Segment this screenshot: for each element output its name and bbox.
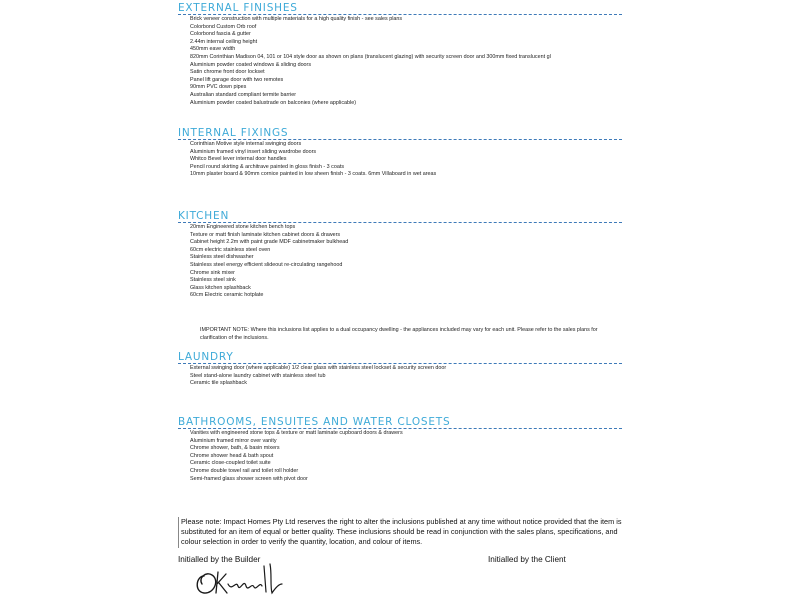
item-list [190, 16, 622, 107]
list-item: - Brick veneer construction with multiple materials for a high quality finish - see sales plans [190, 16, 622, 24]
list-item: - Ceramic tile splashback [190, 380, 622, 388]
list-item: - Aluminium framed vinyl insert sliding wardrobe doors [190, 149, 622, 157]
builder-signature [190, 562, 300, 598]
list-item: - Cabinet height 2.2m with paint grade MDF cabinetmaker bulkhead [190, 239, 622, 247]
list-item: - Semi-framed glass shower screen with pivot door [190, 476, 622, 484]
disclaimer-text: Please note: Impact Homes Pty Ltd reserves the right to alter the inclusions published at any time without notice provided that the item is substituted for an item of equal or better quality. These inclusions should be read in conjunction with the sales plans, specifications, and colour selection in order to verify the quantity, location, and colour of items. [178, 517, 627, 548]
list-item: - 60cm Electric ceramic hotplate [190, 292, 622, 300]
list-item: - External swinging door (where applicable) 1/2 clear glass with stainless steel lockset & security screen door [190, 365, 622, 373]
list-item: - Colorbond Custom Orb roof [190, 24, 622, 32]
list-item: - 2.44m internal ceiling height [190, 39, 622, 47]
section-external-finishes [178, 2, 622, 106]
list-item: - Colorbond fascia & gutter [190, 31, 622, 39]
section-divider [178, 363, 622, 364]
list-item: - Aluminium framed mirror over vanity [190, 438, 622, 446]
list-item: - 20mm Engineered stone kitchen bench tops [190, 224, 622, 232]
list-item: - Vanities with engineered stone tops & texture or matt laminate cupboard doors & drawers [190, 430, 622, 438]
section-title: LAUNDRY [178, 351, 234, 363]
list-item: - Panel lift garage door with two remotes [190, 77, 622, 85]
section-kitchen [178, 210, 622, 299]
list-item: - 450mm eave width [190, 46, 622, 54]
list-item: - Stainless steel sink [190, 277, 622, 285]
section-divider [178, 222, 622, 223]
list-item: - Texture or matt finish laminate kitchen cabinet doors & drawers [190, 232, 622, 240]
list-item: - Pencil round skirting & architrave painted in gloss finish - 3 coats [190, 164, 622, 172]
list-item: - Satin chrome front door lockset [190, 69, 622, 77]
list-item: - Steel stand-alone laundry cabinet with stainless steel tub [190, 373, 622, 381]
list-item: - Glass kitchen splashback [190, 285, 622, 293]
list-item: - Chrome shower head & bath spout [190, 453, 622, 461]
section-title: KITCHEN [178, 210, 230, 222]
list-item: - Chrome shower, bath, & basin mixers [190, 445, 622, 453]
list-item: - 90mm PVC down pipes [190, 84, 622, 92]
section-bathrooms [178, 416, 622, 482]
item-list [190, 430, 622, 483]
item-list [190, 224, 622, 300]
section-laundry [178, 351, 622, 387]
list-item: - Whitco Bevel lever internal door handles [190, 156, 622, 164]
list-item: - Ceramic close-coupled toilet suite [190, 460, 622, 468]
section-divider [178, 428, 622, 429]
item-list [190, 141, 622, 179]
list-item: - Stainless steel dishwasher [190, 254, 622, 262]
section-title: INTERNAL FIXINGS [178, 127, 289, 139]
section-title: BATHROOMS, ENSUITES AND WATER CLOSETS [178, 416, 451, 428]
section-divider [178, 139, 622, 140]
list-item: - 820mm Corinthian Madison 04, 101 or 104 style door as shown on plans (translucent glazing) with security screen door and 300mm fixed translucent gl [190, 54, 622, 62]
list-item: - 10mm plaster board & 90mm cornice painted in low sheen finish - 3 coats. 6mm Villaboard in wet areas [190, 171, 622, 179]
list-item: - 60cm electric stainless steel oven [190, 247, 622, 255]
list-item: - Chrome double towel rail and toilet roll holder [190, 468, 622, 476]
section-divider [178, 14, 622, 15]
section-title: EXTERNAL FINISHES [178, 2, 298, 14]
item-list [190, 365, 622, 388]
section-internal-fixings [178, 127, 622, 178]
important-note: IMPORTANT NOTE: Where this inclusions list applies to a dual occupancy dwelling - the appliances included may vary for each unit. Please refer to the sales plans for clarification of the inclusions. [200, 327, 598, 341]
initialled-builder-label: Initialled by the Builder [178, 555, 261, 564]
list-item: - Australian standard compliant termite barrier [190, 92, 622, 100]
initialled-client-label: Initialled by the Client [488, 555, 566, 564]
list-item: - Aluminium powder coated windows & sliding doors [190, 62, 622, 70]
list-item: - Aluminium powder coated balustrade on balconies (where applicable) [190, 100, 622, 108]
list-item: - Stainless steel energy efficient slideout re-circulating rangehood [190, 262, 622, 270]
list-item: - Chrome sink mixer [190, 270, 622, 278]
list-item: - Corinthian Motive style internal swinging doors [190, 141, 622, 149]
